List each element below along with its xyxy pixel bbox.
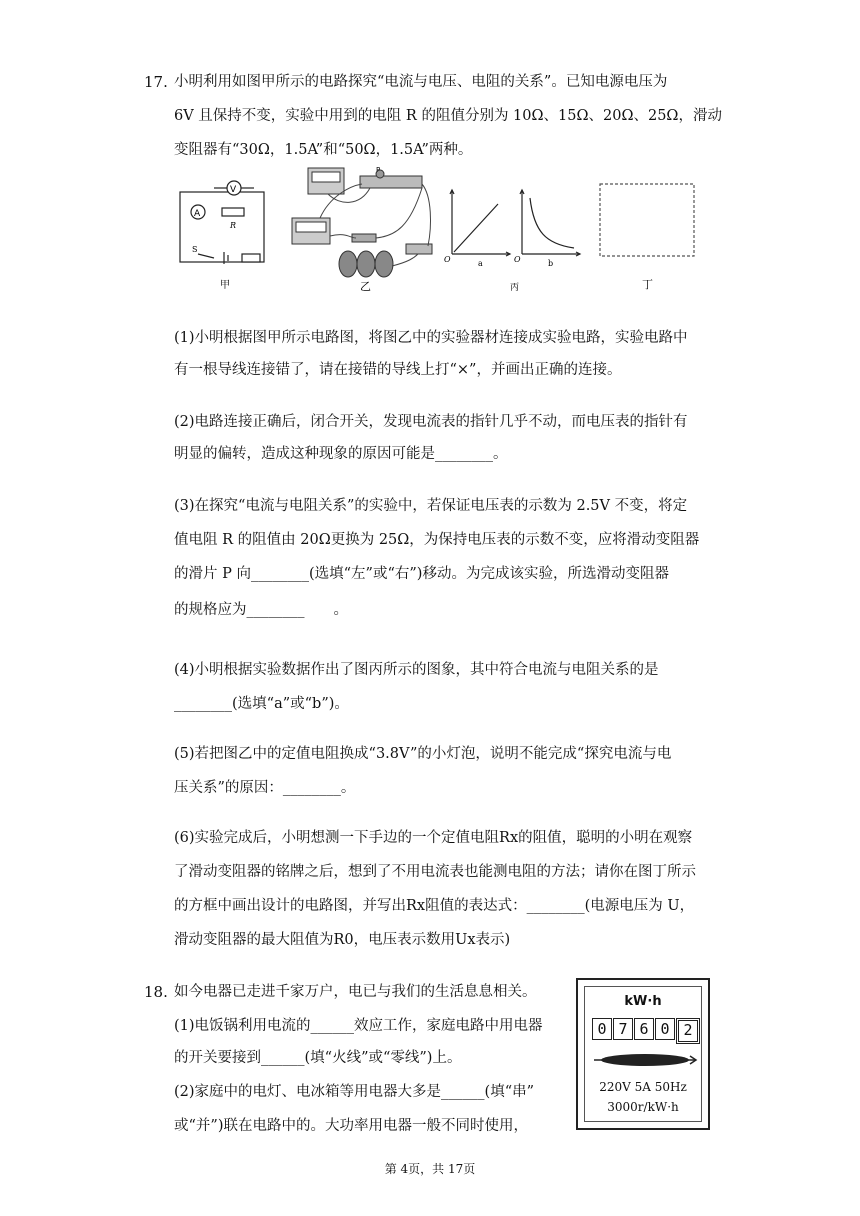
meter-digits	[592, 1018, 700, 1044]
switch-s-label: S	[192, 245, 198, 254]
q17-stem-line-1: 小明利用如图甲所示的电路探究“电流与电压、电阻的关系”。已知电源电压为	[174, 74, 668, 90]
meter-digit: 6	[634, 1018, 654, 1040]
caption-ding: 丁	[642, 278, 653, 291]
q17-sub2-line-2: 明显的偏转，造成这种现象的原因可能是________。	[174, 446, 508, 462]
q17-sub3-line-3: 的滑片 P 向________(选填“左”或“右”)移动。为完成该实验，所选滑动变阻器	[174, 566, 669, 582]
resistor-r-label: R	[230, 221, 237, 230]
meter-digit: 0	[655, 1018, 675, 1040]
caption-bing: 丙	[510, 283, 520, 293]
answer-box-ding	[600, 184, 694, 256]
graph-b-label: b	[548, 259, 554, 268]
q17-sub4-line-2: ________(选填“a”或“b”)。	[174, 696, 349, 712]
q17-sub3-line-2: 值电阻 R 的阻值由 20Ω更换为 25Ω，为保持电压表的示数不变，应将滑动变阻器	[174, 532, 700, 548]
q17-stem-line-3: 变阻器有“30Ω，1.5A”和“50Ω，1.5A”两种。	[174, 142, 473, 158]
question-18-number: 18.	[144, 983, 168, 1001]
graph-a-origin: O	[444, 255, 451, 264]
graph-a-label: a	[478, 259, 483, 268]
question-17-number: 17.	[144, 73, 168, 91]
q18-line-4: (2)家庭中的电灯、电冰箱等用电器大多是______(填“串”	[174, 1084, 535, 1100]
q18-line-3: 的开关要接到______(填“火线”或“零线”)上。	[174, 1050, 462, 1066]
meter-digit-decimal: 2	[676, 1018, 700, 1044]
meter-rotor-disc	[592, 1048, 698, 1072]
q17-sub3-line-4: 的规格应为________ 。	[174, 602, 348, 618]
q17-sub6-line-4: 滑动变阻器的最大阻值为R0，电压表示数用Ux表示)	[174, 932, 511, 948]
meter-unit: kW·h	[624, 994, 662, 1009]
q17-sub3-line-1: (3)在探究“电流与电阻关系”的实验中，若保证电压表的示数为 2.5V 不变，将定	[174, 498, 688, 514]
meter-digit: 7	[613, 1018, 633, 1040]
electricity-meter	[576, 978, 710, 1130]
q18-line-5: 或“并”)联在电路中的。大功率用电器一般不同时使用，	[174, 1118, 528, 1134]
caption-yi: 乙	[360, 280, 371, 293]
graph-b	[520, 190, 580, 256]
meter-spec: 220V 5A 50Hz	[599, 1080, 687, 1094]
q17-stem-line-2: 6V 且保持不变，实验中用到的电阻 R 的阻值分别为 10Ω、15Ω、20Ω、25Ω，滑动	[174, 108, 722, 124]
meter-rate: 3000r/kW·h	[607, 1100, 679, 1114]
q17-sub1-line-2: 有一根导线连接错了，请在接错的导线上打“×”，并画出正确的连接。	[174, 362, 622, 378]
q17-figures	[170, 166, 710, 296]
q17-sub4-line-1: (4)小明根据实验数据作出了图丙所示的图象，其中符合电流与电阻关系的是	[174, 662, 659, 678]
q18-line-1: 如今电器已走进千家万户，电已与我们的生活息息相关。	[174, 984, 537, 1000]
q17-sub2-line-1: (2)电路连接正确后，闭合开关，发现电流表的指针几乎不动，而电压表的指针有	[174, 414, 688, 430]
caption-jia: 甲	[220, 280, 230, 291]
graph-a	[450, 190, 510, 256]
q17-sub6-line-3: 的方框中画出设计的电路图，并写出Rx阻值的表达式：________(电源电压为 U，	[174, 898, 695, 914]
meter-v-label: V	[230, 185, 237, 195]
q17-sub1-line-1: (1)小明根据图甲所示电路图，将图乙中的实验器材连接成实验电路，实验电路中	[174, 330, 688, 346]
q17-sub5-line-1: (5)若把图乙中的定值电阻换成“3.8V”的小灯泡，说明不能完成“探究电流与电	[174, 746, 672, 762]
graph-b-origin: O	[514, 255, 521, 264]
q17-sub6-line-1: (6)实验完成后，小明想测一下手边的一个定值电阻Rx的阻值，聪明的小明在观察	[174, 830, 693, 846]
meter-a-label: A	[194, 209, 201, 219]
meter-digit: 0	[592, 1018, 612, 1040]
slider-p-label: P	[376, 166, 381, 174]
q17-sub6-line-2: 了滑动变阻器的铭牌之后，想到了不用电流表也能测电阻的方法；请你在图丁所示	[174, 864, 696, 880]
page-footer: 第 4页，共 17页	[384, 1162, 476, 1176]
q18-line-2: (1)电饭锅利用电流的______效应工作，家庭电路中用电器	[174, 1018, 543, 1034]
q17-sub5-line-2: 压关系”的原因：________。	[174, 780, 356, 796]
